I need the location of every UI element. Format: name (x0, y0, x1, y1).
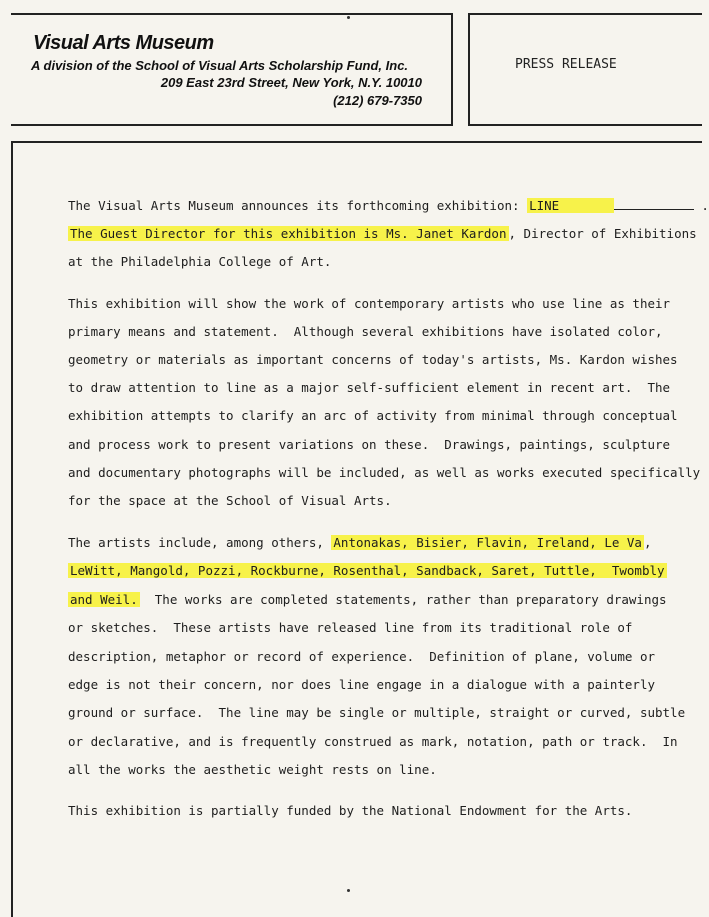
artists-highlight-1: Antonakas, Bisier, Flavin, Ireland, Le Va (333, 535, 642, 550)
artists-highlight-3: and Weil. (70, 592, 138, 607)
para1-line1 (68, 197, 709, 213)
title-underline (614, 197, 694, 210)
exhibition-title: LINE (529, 198, 560, 213)
para3-line3 (68, 592, 667, 607)
para1-line3: at the Philadelphia College of Art. (68, 254, 332, 269)
para3-line1-text: The artists include, among others, (68, 535, 332, 550)
para3-line2 (68, 563, 667, 578)
para2-line: This exhibition will show the work of contemporary artists who use line as their (68, 296, 671, 311)
press-release-label: PRESS RELEASE (515, 57, 617, 72)
para3-line: or declarative, and is frequently construed as mark, notation, path or track. In (68, 734, 678, 749)
para2-line: and documentary photographs will be included, as well as works executed specifically (68, 465, 701, 480)
para1-line1-text: The Visual Arts Museum announces its forthcoming exhibition: (68, 198, 528, 213)
para3-line: edge is not their concern, nor does line engage in a dialogue with a painterly (68, 677, 655, 692)
para2-line: and process work to present variations on these. Drawings, paintings, sculpture (68, 437, 671, 452)
para2-line: primary means and statement. Although several exhibitions have isolated color, (68, 324, 663, 339)
guest-director-highlight: The Guest Director for this exhibition is Ms. Janet Kardon (70, 226, 507, 241)
page-mark (347, 16, 350, 19)
para3-line: description, metaphor or record of experience. Definition of plane, volume or (68, 649, 655, 664)
para1-line2-text: , Director of Exhibitions (508, 226, 697, 241)
division-line: A division of the School of Visual Arts Scholarship Fund, Inc. (31, 58, 409, 73)
museum-name: Visual Arts Museum (33, 32, 214, 54)
funding-line: This exhibition is partially funded by the National Endowment for the Arts. (68, 803, 633, 818)
para3-line: ground or surface. The line may be single or multiple, straight or curved, subtle (68, 705, 686, 720)
para3-line: or sketches. These artists have released line from its traditional role of (68, 620, 633, 635)
phone-line: (212) 679-7350 (333, 93, 422, 108)
para3-line3-text: The works are completed statements, rather than preparatory drawings (139, 592, 667, 607)
para1-line2 (68, 226, 697, 241)
para2-line: exhibition attempts to clarify an arc of activity from minimal through conceptual (68, 408, 678, 423)
page-mark (347, 889, 350, 892)
para3-line1-end: , (643, 535, 652, 550)
para3-line: all the works the aesthetic weight rests on line. (68, 762, 437, 777)
para2-line: for the space at the School of Visual Arts. (68, 493, 392, 508)
address-line: 209 East 23rd Street, New York, N.Y. 10010 (160, 75, 422, 90)
para2-line: geometry or materials as important concerns of today's artists, Ms. Kardon wishes (68, 352, 678, 367)
para2-line: to draw attention to line as a major self-sufficient element in recent art. The (68, 380, 671, 395)
artists-highlight-2: LeWitt, Mangold, Pozzi, Rockburne, Rosenthal, Sandback, Saret, Tuttle, Twombly (70, 563, 665, 578)
para3-line1 (68, 535, 652, 550)
exhibition-title-highlight (527, 198, 614, 213)
para1-line1-end: . (701, 198, 709, 213)
